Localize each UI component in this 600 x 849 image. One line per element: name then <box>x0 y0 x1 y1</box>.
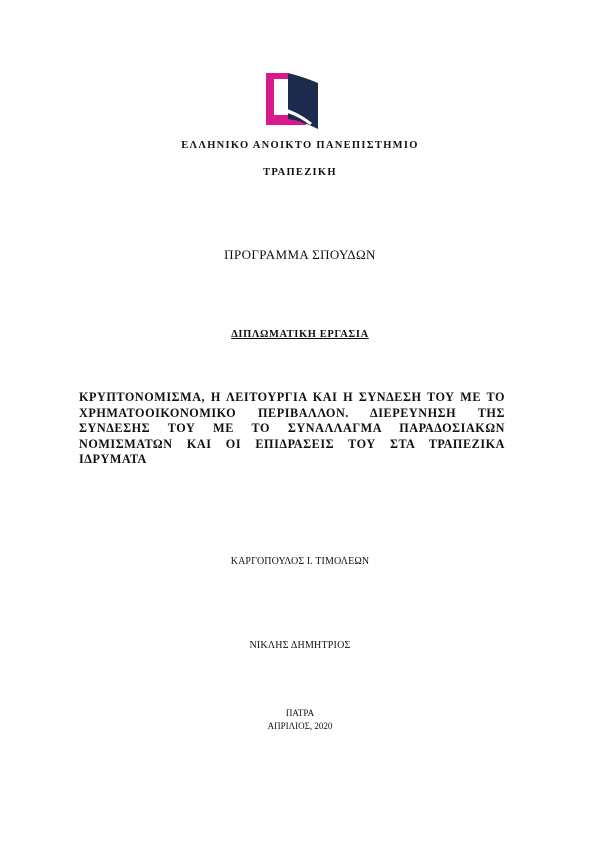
author-name: ΚΑΡΓΟΠΟΥΛΟΣ Ι. ΤΙΜΟΛΕΩΝ <box>230 556 370 567</box>
department-name: ΤΡΑΠΕΖΙΚΗ <box>263 167 337 178</box>
supervisor-name: ΝΙΚΛΗΣ ΔΗΜΗΤΡΙΟΣ <box>249 640 351 651</box>
date: ΑΠΡΙΛΙΟΣ, 2020 <box>267 721 333 731</box>
thesis-type-heading: ΔΙΠΛΩΜΑΤΙΚΗ ΕΡΓΑΣΙΑ <box>231 329 369 340</box>
university-name: ΕΛΛΗΝΙΚΟ ΑΝΟΙΚΤΟ ΠΑΝΕΠΙΣΤΗΜΙΟ <box>181 140 419 151</box>
eap-logo-icon <box>264 71 320 129</box>
program-heading: ΠΡΟΓΡΑΜΜΑ ΣΠΟΥΔΩΝ <box>224 247 376 262</box>
thesis-title: ΚΡΥΠΤΟΝΟΜΙΣΜΑ, Η ΛΕΙΤΟΥΡΓΙΑ ΚΑΙ Η ΣΥΝΔΕΣΗ ΤΟΥ ΜΕ ΤΟ ΧΡΗΜΑΤΟΟΙΚΟΝΟΜΙΚΟ ΠΕΡΙΒΑΛΛΟΝ. ΔΙΕΡΕΥΝΗΣΗ ΤΗΣ ΣΥΝΔΕΣΗΣ ΤΟΥ ΜΕ ΤΟ ΣΥΝΑΛΛΑΓΜΑ ΠΑΡΑΔΟΣΙΑΚΩΝ ΝΟΜΙΣΜΑΤΩΝ ΚΑΙ ΟΙ ΕΠΙΔΡΑΣΕΙΣ ΤΟΥ ΣΤΑ ΤΡΑΠΕΖΙΚΑ ΙΔΡΥΜΑΤΑ <box>79 390 505 467</box>
place: ΠΑΤΡΑ <box>285 708 315 718</box>
